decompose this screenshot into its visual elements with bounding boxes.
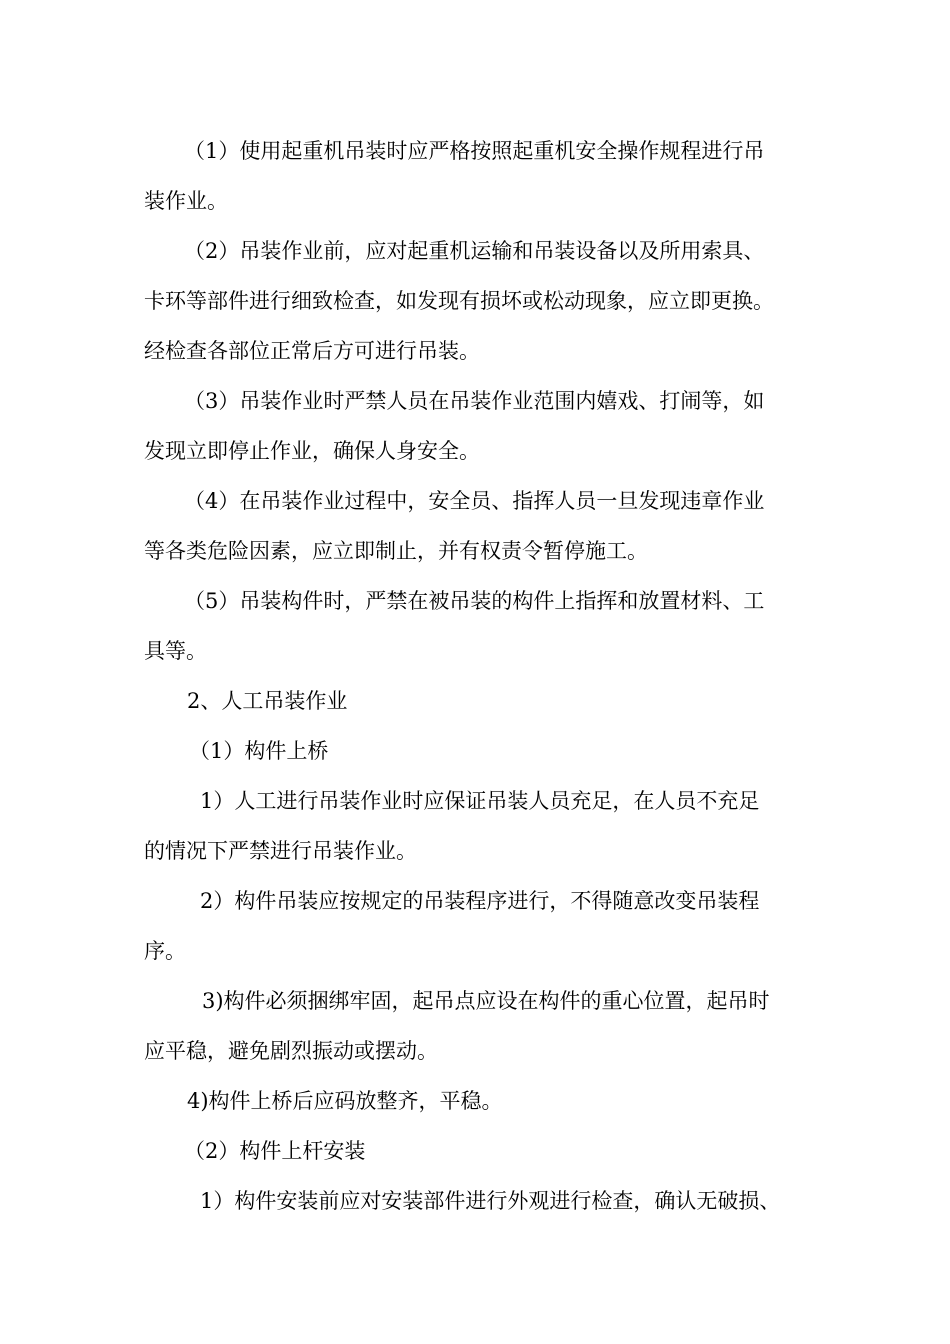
subsection-heading: （1）构件上桥: [189, 739, 329, 763]
paragraph-line: （4）在吊装作业过程中，安全员、指挥人员一旦发现违章作业: [184, 489, 765, 513]
paragraph-line: 经检查各部位正常后方可进行吊装。: [144, 339, 480, 363]
subsection-heading: （2）构件上杆安装: [184, 1139, 366, 1163]
paragraph-line: 4)构件上桥后应码放整齐，平稳。: [187, 1089, 503, 1113]
paragraph-line: （5）吊装构件时，严禁在被吊装的构件上指挥和放置材料、工: [184, 589, 765, 613]
paragraph-line: （1）使用起重机吊装时应严格按照起重机安全操作规程进行吊: [184, 139, 765, 163]
paragraph-line: 具等。: [144, 639, 207, 663]
paragraph-line: 3)构件必须捆绑牢固，起吊点应设在构件的重心位置，起吊时: [202, 989, 770, 1013]
paragraph-line: 1）构件安装前应对安装部件进行外观进行检查，确认无破损、: [200, 1189, 781, 1213]
paragraph-line: 序。: [144, 939, 186, 963]
section-heading: 2、人工吊装作业: [187, 689, 348, 713]
paragraph-line: 1）人工进行吊装作业时应保证吊装人员充足，在人员不充足: [200, 789, 760, 813]
paragraph-line: （3）吊装作业时严禁人员在吊装作业范围内嬉戏、打闹等，如: [184, 389, 765, 413]
paragraph-line: 的情况下严禁进行吊装作业。: [144, 839, 417, 863]
paragraph-line: 应平稳，避免剧烈振动或摆动。: [144, 1039, 438, 1063]
paragraph-line: 2）构件吊装应按规定的吊装程序进行，不得随意改变吊装程: [200, 889, 760, 913]
paragraph-line: 卡环等部件进行细致检查，如发现有损坏或松动现象，应立即更换。: [144, 289, 774, 313]
paragraph-line: 发现立即停止作业，确保人身安全。: [144, 439, 480, 463]
paragraph-line: 等各类危险因素，应立即制止，并有权责令暂停施工。: [144, 539, 648, 563]
paragraph-line: （2）吊装作业前，应对起重机运输和吊装设备以及所用索具、: [184, 239, 765, 263]
paragraph-line: 装作业。: [144, 189, 228, 213]
